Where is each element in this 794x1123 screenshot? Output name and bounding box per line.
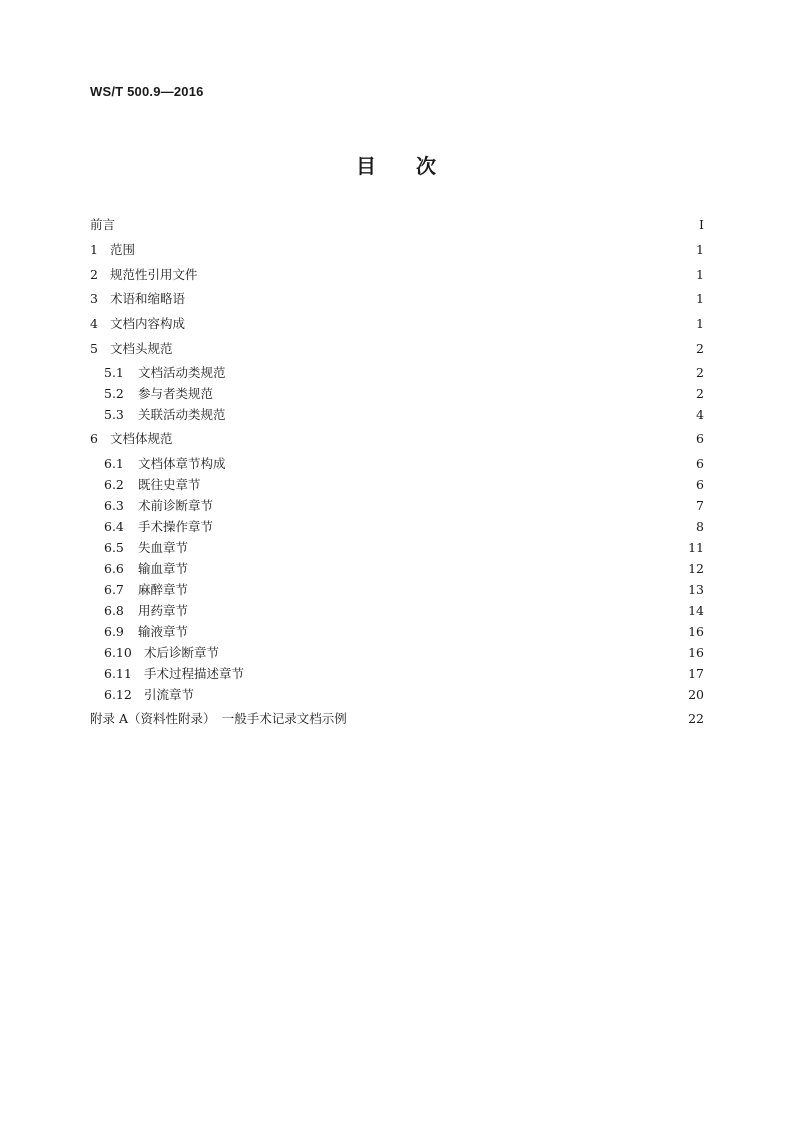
toc-label: 用药章节 [138, 603, 189, 618]
toc-title [0, 150, 794, 179]
toc-page: 20 [688, 687, 704, 702]
toc-number: 6.2 [104, 477, 124, 492]
toc-label: 文档体规范 [110, 431, 173, 446]
toc-number: 2 [90, 267, 98, 282]
toc-page: 13 [688, 582, 704, 597]
toc-page: 1 [696, 291, 704, 306]
toc-entry-5-1[interactable] [104, 364, 704, 382]
toc-label: 关联活动类规范 [138, 407, 226, 422]
toc-page: 1 [696, 267, 704, 282]
toc-leader [353, 710, 684, 728]
toc-entry-6-7[interactable] [104, 581, 704, 599]
toc-page: 16 [688, 645, 704, 660]
toc-leader [232, 364, 690, 382]
toc-leader [219, 497, 690, 515]
toc-number: 6.5 [104, 540, 124, 555]
toc-label: 引流章节 [144, 687, 195, 702]
toc-number: 6.10 [104, 645, 132, 660]
toc-label: 规范性引用文件 [110, 267, 198, 282]
toc-page: 2 [696, 365, 704, 380]
toc-number: 6.12 [104, 687, 132, 702]
toc-page: 2 [696, 341, 704, 356]
toc-leader [250, 665, 684, 683]
toc-leader [141, 241, 690, 259]
toc-leader [232, 455, 690, 473]
toc-number: 6 [90, 431, 98, 446]
toc-page: 1 [696, 242, 704, 257]
toc-number: 1 [90, 242, 98, 257]
toc-number: 5 [90, 341, 98, 356]
toc-page: 6 [696, 456, 704, 471]
toc-number: 5.3 [104, 407, 124, 422]
toc-entry-6-10[interactable] [104, 644, 704, 662]
toc-page: 17 [688, 666, 704, 681]
toc-entry-6-12[interactable] [104, 686, 704, 704]
toc-page: 12 [688, 561, 704, 576]
toc-entry-6-2[interactable] [104, 476, 704, 494]
toc-entry-3[interactable] [90, 290, 704, 308]
toc-entry-2[interactable] [90, 266, 704, 284]
toc-title-left: 目 [356, 154, 378, 178]
toc-leader [194, 623, 684, 641]
toc-entry-6[interactable] [90, 430, 704, 448]
toc-leader [194, 560, 684, 578]
toc-page: 4 [696, 407, 704, 422]
toc-entry-6-6[interactable] [104, 560, 704, 578]
document-code: WS/T 500.9—2016 [90, 84, 204, 99]
toc-entry-appendix-a[interactable] [90, 710, 704, 728]
toc-label: 前言 [90, 217, 116, 232]
toc-page: 1 [696, 316, 704, 331]
toc-label: 文档头规范 [110, 341, 173, 356]
toc-page: 6 [696, 477, 704, 492]
toc-leader [179, 430, 690, 448]
toc-label: 术语和缩略语 [110, 291, 186, 306]
toc-label: 输液章节 [138, 624, 189, 639]
toc-label: 术后诊断章节 [144, 645, 220, 660]
toc-leader [121, 216, 690, 234]
toc-number: 6.11 [104, 666, 132, 681]
toc-label: 麻醉章节 [138, 582, 189, 597]
toc-label: 文档内容构成 [110, 316, 186, 331]
toc-label: 失血章节 [138, 540, 189, 555]
toc-leader [179, 340, 690, 358]
toc-number: 6.1 [104, 456, 124, 471]
toc-page: 22 [688, 711, 704, 726]
toc-entry-foreword[interactable] [90, 216, 704, 234]
toc-entry-5[interactable] [90, 340, 704, 358]
toc-number: 6.8 [104, 603, 124, 618]
toc-leader [200, 686, 684, 704]
toc-label: 输血章节 [138, 561, 189, 576]
toc-entry-6-11[interactable] [104, 665, 704, 683]
toc-leader [204, 266, 690, 284]
toc-entry-6-1[interactable] [104, 455, 704, 473]
toc-entry-6-3[interactable] [104, 497, 704, 515]
toc-label: 术前诊断章节 [138, 498, 214, 513]
toc-leader [219, 518, 690, 536]
toc-entry-6-8[interactable] [104, 602, 704, 620]
toc-label: 手术操作章节 [138, 519, 214, 534]
toc-label: 参与者类规范 [138, 386, 214, 401]
toc-leader [232, 406, 690, 424]
toc-leader [194, 539, 684, 557]
toc-number: 4 [90, 316, 98, 331]
toc-leader [194, 602, 684, 620]
toc-page: 6 [696, 431, 704, 446]
toc-label: 附录 A（资料性附录） 一般手术记录文档示例 [90, 711, 347, 726]
toc-number: 6.6 [104, 561, 124, 576]
toc-leader [219, 385, 690, 403]
toc-leader [194, 581, 684, 599]
toc-page: 8 [696, 519, 704, 534]
toc-entry-6-4[interactable] [104, 518, 704, 536]
toc-number: 6.4 [104, 519, 124, 534]
toc-entry-6-5[interactable] [104, 539, 704, 557]
toc-entry-4[interactable] [90, 315, 704, 333]
toc-leader [225, 644, 684, 662]
toc-entry-5-3[interactable] [104, 406, 704, 424]
toc-page: 2 [696, 386, 704, 401]
toc-number: 6.7 [104, 582, 124, 597]
toc-number: 6.9 [104, 624, 124, 639]
toc-page: 11 [688, 540, 704, 555]
toc-leader [207, 476, 690, 494]
toc-entry-6-9[interactable] [104, 623, 704, 641]
toc-entry-5-2[interactable] [104, 385, 704, 403]
toc-number: 3 [90, 291, 98, 306]
toc-number: 5.1 [104, 365, 124, 380]
toc-label: 既往史章节 [138, 477, 201, 492]
toc-leader [191, 315, 690, 333]
toc-leader [191, 290, 690, 308]
toc-page: 7 [696, 498, 704, 513]
toc-page: I [699, 217, 704, 232]
toc-label: 手术过程描述章节 [144, 666, 245, 681]
toc-page: 16 [688, 624, 704, 639]
toc-entry-1[interactable] [90, 241, 704, 259]
toc-number: 6.3 [104, 498, 124, 513]
toc-number: 5.2 [104, 386, 124, 401]
toc-label: 文档活动类规范 [138, 365, 226, 380]
toc-label: 文档体章节构成 [138, 456, 226, 471]
toc-page: 14 [688, 603, 704, 618]
toc-title-right: 次 [416, 154, 438, 178]
toc-label: 范围 [110, 242, 136, 257]
